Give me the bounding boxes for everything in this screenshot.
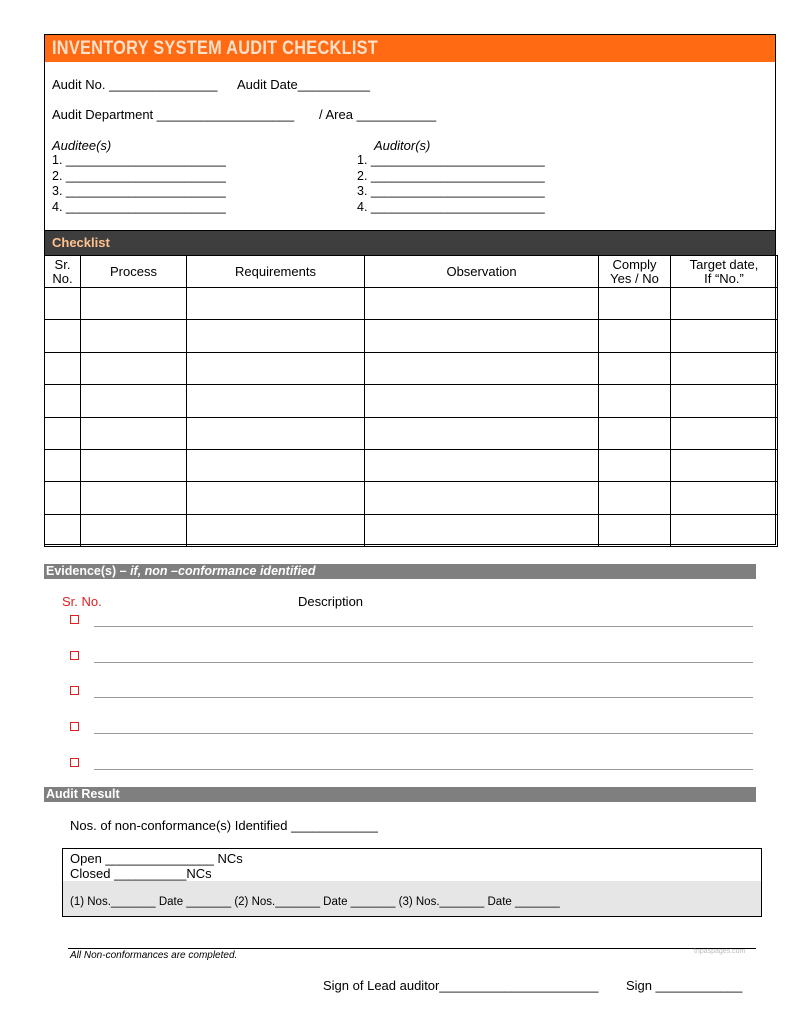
auditee-list	[52, 153, 226, 215]
checklist-cell[interactable]	[45, 417, 81, 449]
evidence-checkbox[interactable]	[70, 758, 79, 767]
sign-field: Sign ____________	[626, 978, 743, 993]
checklist-cell[interactable]	[365, 514, 599, 546]
nc-identified-field: Nos. of non-conformance(s) Identified ____________	[70, 818, 378, 833]
nos-date-line: (1) Nos._______ Date _______ (2) Nos._______ Date _______ (3) Nos._______ Date _______	[70, 896, 560, 908]
checklist-cell[interactable]	[599, 288, 671, 320]
checklist-cell[interactable]	[187, 482, 365, 514]
checklist-cell[interactable]	[81, 320, 187, 352]
checklist-cell[interactable]	[599, 514, 671, 546]
checklist-cell[interactable]	[599, 320, 671, 352]
audit-result-heading: Audit Result	[44, 787, 756, 802]
evidence-line[interactable]	[94, 769, 753, 770]
checklist-cell[interactable]	[365, 288, 599, 320]
completed-note: All Non-conformances are completed.	[70, 950, 238, 961]
checklist-row	[45, 417, 778, 449]
checklist-bar	[45, 230, 775, 256]
auditor-line: 1. _________________________	[357, 153, 545, 167]
checklist-cell[interactable]	[599, 417, 671, 449]
col-process: Process	[81, 256, 187, 288]
checklist-row	[45, 320, 778, 352]
evidence-checkbox[interactable]	[70, 686, 79, 695]
auditee-line: 2. _______________________	[52, 168, 226, 183]
audit-date-field: Audit Date__________	[237, 77, 371, 92]
checklist-row	[45, 482, 778, 514]
col-target-date: Target date, If “No.”	[671, 256, 778, 288]
checklist-cell[interactable]	[671, 482, 778, 514]
checklist-cell[interactable]	[45, 288, 81, 320]
col-sr-no: Sr. No.	[45, 256, 81, 288]
open-ncs-field: Open _______________ NCs	[70, 851, 243, 866]
col-requirements: Requirements	[187, 256, 365, 288]
evidence-heading: Evidence(s) – if, non –conformance identified	[44, 564, 756, 579]
checklist-cell[interactable]	[187, 288, 365, 320]
checklist-cell[interactable]	[45, 514, 81, 546]
checklist-heading: Checklist	[52, 235, 110, 250]
checklist-cell[interactable]	[45, 385, 81, 417]
checklist-cell[interactable]	[187, 514, 365, 546]
checklist-cell[interactable]	[81, 385, 187, 417]
evidence-line[interactable]	[94, 733, 753, 734]
checklist-header-row	[45, 256, 778, 288]
checklist-cell[interactable]	[81, 514, 187, 546]
checklist-cell[interactable]	[187, 385, 365, 417]
checklist-cell[interactable]	[45, 482, 81, 514]
watermark: tnpaspages.com	[694, 948, 746, 955]
checklist-cell[interactable]	[671, 352, 778, 384]
evidence-checkbox[interactable]	[70, 615, 79, 624]
audit-department-field: Audit Department ___________________	[52, 107, 295, 122]
checklist-cell[interactable]	[45, 449, 81, 481]
checklist-cell[interactable]	[45, 352, 81, 384]
checklist-row	[45, 352, 778, 384]
checklist-cell[interactable]	[599, 352, 671, 384]
checklist-cell[interactable]	[365, 449, 599, 481]
checklist-cell[interactable]	[187, 352, 365, 384]
page-title: INVENTORY SYSTEM AUDIT CHECKLIST	[52, 38, 379, 59]
col-observation: Observation	[365, 256, 599, 288]
checklist-cell[interactable]	[365, 385, 599, 417]
checklist-row	[45, 514, 778, 546]
checklist-cell[interactable]	[671, 417, 778, 449]
checklist-cell[interactable]	[671, 288, 778, 320]
evidence-sr-no-label: Sr. No.	[62, 594, 102, 609]
checklist-cell[interactable]	[81, 352, 187, 384]
checklist-cell[interactable]	[671, 385, 778, 417]
checklist-cell[interactable]	[365, 482, 599, 514]
area-field: / Area ___________	[319, 107, 437, 122]
checklist-cell[interactable]	[365, 352, 599, 384]
checklist-cell[interactable]	[671, 449, 778, 481]
col-comply: Comply Yes / No	[599, 256, 671, 288]
evidence-line[interactable]	[94, 697, 753, 698]
auditor-label: Auditor(s)	[374, 138, 431, 153]
auditee-line: 4. _______________________	[52, 199, 226, 214]
auditee-line: 3. _______________________	[52, 184, 226, 198]
audit-no-field: Audit No. _______________	[52, 77, 218, 92]
evidence-checkbox[interactable]	[70, 651, 79, 660]
checklist-cell[interactable]	[599, 385, 671, 417]
checklist-cell[interactable]	[81, 482, 187, 514]
checklist-cell[interactable]	[599, 449, 671, 481]
checklist-cell[interactable]	[365, 417, 599, 449]
checklist-cell[interactable]	[81, 417, 187, 449]
checklist-cell[interactable]	[671, 514, 778, 546]
evidence-description-label: Description	[298, 594, 364, 609]
footer-divider	[68, 948, 756, 949]
evidence-line[interactable]	[94, 626, 753, 627]
checklist-cell[interactable]	[81, 288, 187, 320]
checklist-cell[interactable]	[365, 320, 599, 352]
auditor-line: 4. _________________________	[357, 199, 545, 214]
auditee-label: Auditee(s)	[52, 138, 112, 153]
checklist-cell[interactable]	[187, 417, 365, 449]
sign-lead-auditor: Sign of Lead auditor______________________	[323, 978, 599, 993]
evidence-checkbox[interactable]	[70, 722, 79, 731]
auditee-line: 1. _______________________	[52, 153, 226, 167]
checklist-cell[interactable]	[599, 482, 671, 514]
checklist-row	[45, 449, 778, 481]
checklist-cell[interactable]	[671, 320, 778, 352]
checklist-table	[44, 255, 778, 547]
checklist-row	[45, 385, 778, 417]
checklist-cell[interactable]	[187, 449, 365, 481]
auditor-list	[357, 153, 545, 215]
checklist-row	[45, 288, 778, 320]
checklist-cell[interactable]	[81, 449, 187, 481]
closed-ncs-field: Closed __________NCs	[70, 866, 212, 881]
checklist-cell[interactable]	[45, 320, 81, 352]
evidence-line[interactable]	[94, 662, 753, 663]
checklist-cell[interactable]	[187, 320, 365, 352]
auditor-line: 2. _________________________	[357, 168, 545, 183]
auditor-line: 3. _________________________	[357, 184, 545, 198]
